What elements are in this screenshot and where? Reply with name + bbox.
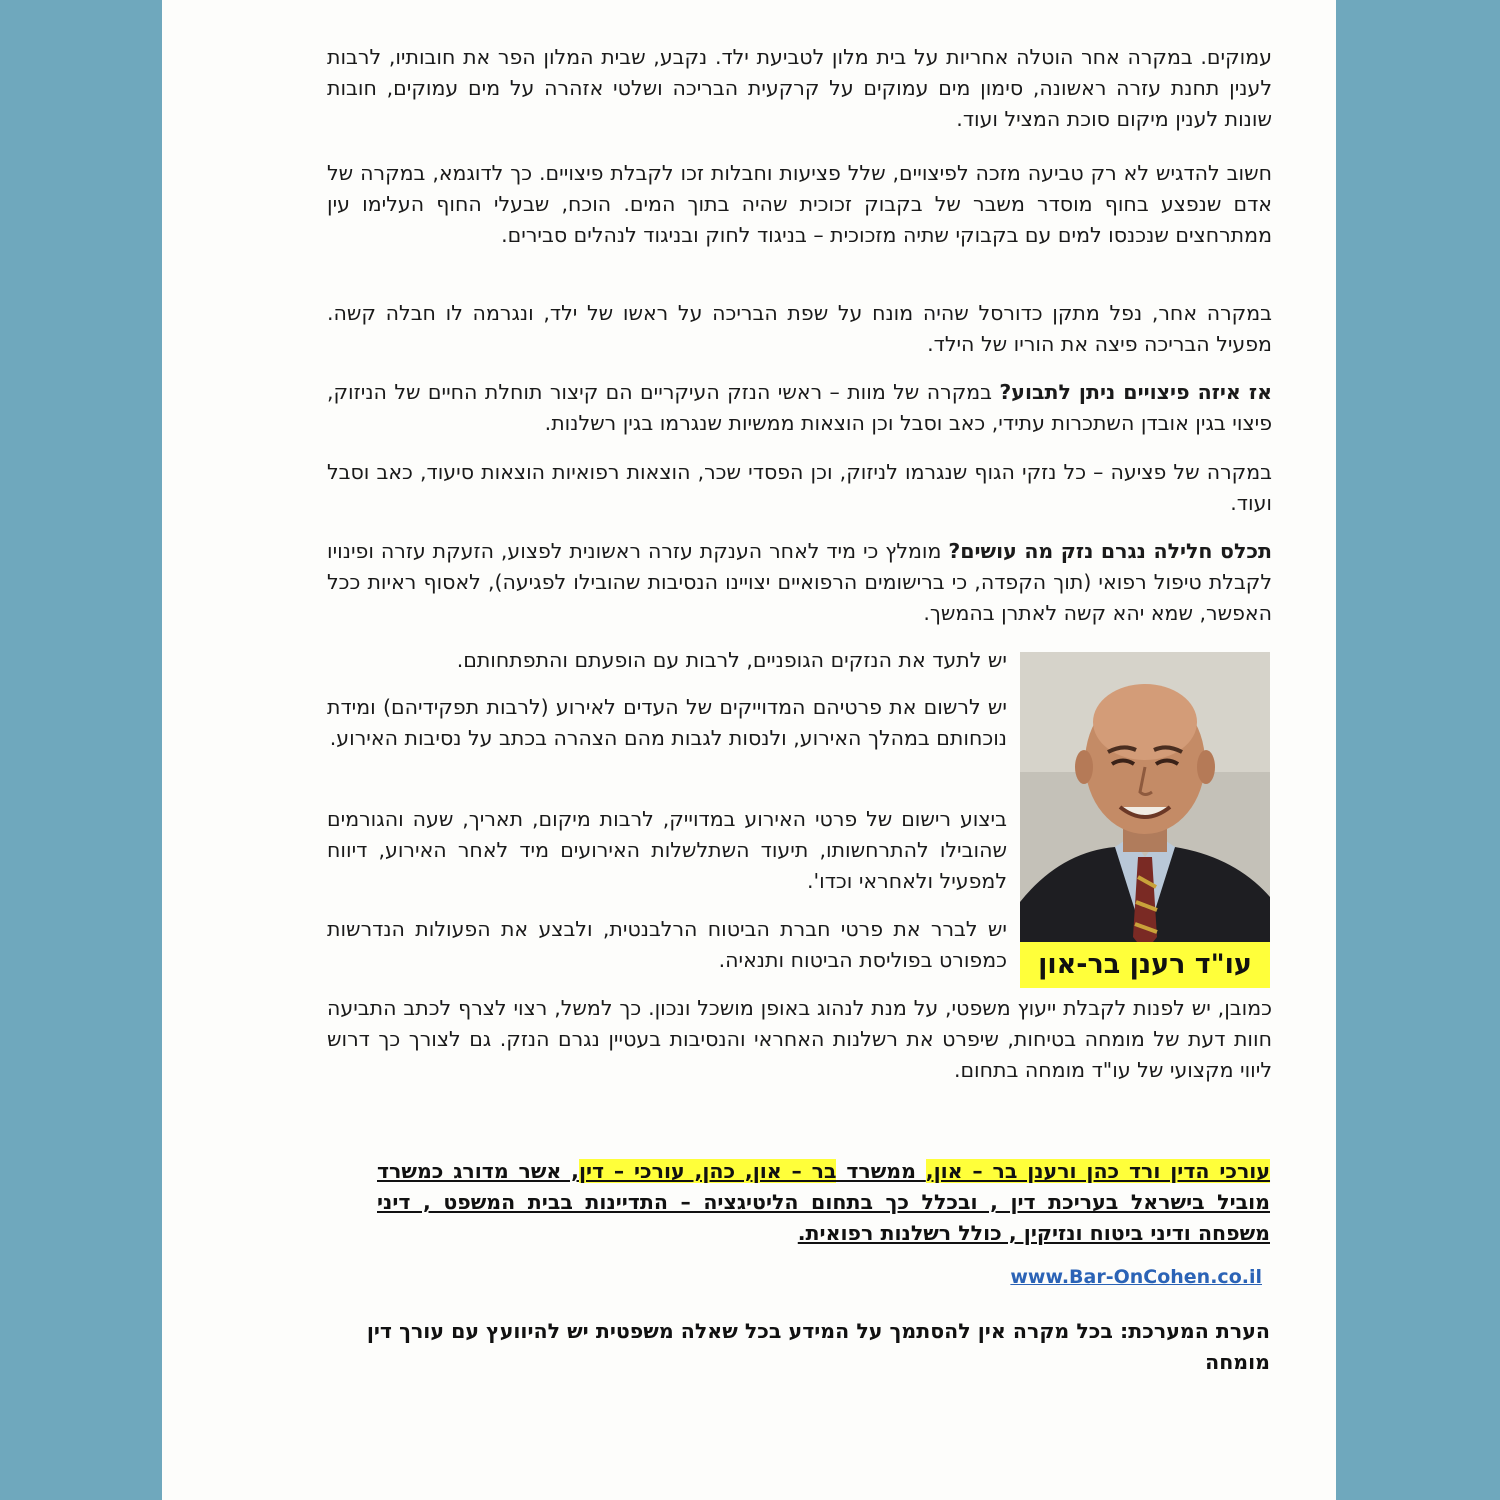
paragraph-witnesses: יש לרשום את פרטיהם המדוייקים של העדים לאירוע (לרבות תפקידיהם) ומידת נוכחותם במהלך האירוע, ולנסות לגבות מהם הצהרה בכתב על נסיבות האירוע. [327, 695, 1007, 750]
paragraph-legal-advice: כמובן, יש לפנות לקבלת ייעוץ משפטי, על מנת לנהוג באופן מושכל ונכון. כך למשל, רצוי לצרף לכתב התביעה חוות דעת של מומחה בטיחות, שיפרט את רשלנות האחראי והנסיבות בעטיין נגרם הנזק. גם לצורך כך דרוש ליווי מקצועי של עו"ד מומחה בתחום. [327, 996, 1272, 1082]
paragraph-record-details: ביצוע רישום של פרטי האירוע במדוייק, לרבות מיקום, תאריך, שעה והגורמים שהובילו להתרחשותו, תיעוד השתלשלות האירועים מיד לאחר האירוע, דיווח למפעיל ולאחראי וכדו'. [327, 807, 1007, 893]
paragraph-basketball: במקרה אחר, נפל מתקן כדורסל שהיה מונח על שפת הבריכה על ראשו של ילד, ונגרמה לו חבלה קשה. מפעיל הבריכה פיצה את הוריו של הילד. [327, 301, 1272, 356]
answer-compensation: במקרה של מוות – ראשי הנזק העיקריים הם קיצור תוחלת החיים של הניזוק, פיצוי בגין אובדן השתכרות עתידי, כאב וסבל וכן הוצאות ממשיות שנגרמו בגין רשלנות. [327, 380, 1272, 435]
portrait-photo-icon [1020, 652, 1270, 988]
firm-lawyers-highlight: עורכי הדין ורד כהן ורענן בר – און, [925, 1159, 1271, 1183]
paragraph-injuries: חשוב להדגיש לא רק טביעה מזכה לפיצויים, שלל פציעות וחבלות זכו לקבלת פיצויים. כך לדוגמא, במקרה של אדם שנפצע בחוף מוסדר משבר של בקבוק זכוכית שהיה בתוך המים. הוכח, שבעלי החוף העלימו עין ממתרחצים שנכנסו למים עם בקבוקי שתיה מזכוכית – בניגוד לחוק ובניגוד לנהלים סבירים. [327, 161, 1272, 247]
firm-website-link[interactable]: www.Bar-OnCohen.co.il [1010, 1266, 1262, 1288]
question-what-to-do: תכלס חלילה נגרם נזק מה עושים? [948, 539, 1273, 563]
paragraph-hotel: עמוקים. במקרה אחר הוטלה אחריות על בית מלון לטביעת ילד. נקבע, שבית המלון הפר את חובותיו, לרבות לענין תחנת עזרה ראשונה, סימון מים עמוקים על קרקעית הבריכה ושלטי אזהרה על מים עמוקים, חובות שונות לענין מיקום סוכת המציל ועוד. [327, 45, 1272, 131]
firm-name-highlight: בר – און, כהן, עורכי – דין [578, 1159, 837, 1183]
firm-from-office: ממשרד [836, 1159, 926, 1183]
answer-what-to-do: מומלץ כי מיד לאחר הענקת עזרה ראשונית לפצוע, הזעקת עזרה ופינויו לקבלת טיפול רפואי (תוך הקפדה, כי ברישומים הרפואיים יצויינו הנסיבות שהובילו לפגיעה), לאסוף ראיות ככל האפשר, שמא יהא קשה לאתרן בהמשך. [327, 539, 1272, 625]
firm-description-rest: , אשר מדורג כמשרד מוביל בישראל בעריכת דין , ובכלל כך בתחום הליטיגציה – התדיינות בבית המשפט , דיני משפחה ודיני ביטוח ונזיקין , כולל רשלנות רפואית. [377, 1159, 1270, 1245]
paragraph-compensation [327, 377, 1272, 439]
question-compensation: אז איזה פיצויים ניתן לתבוע? [999, 380, 1272, 404]
document-page [162, 0, 1336, 1500]
paragraph-what-to-do [327, 536, 1272, 629]
paragraph-injury-damages: במקרה של פציעה – כל נזקי הגוף שנגרמו לניזוק, וכן הפסדי שכר, הוצאות רפואיות הוצאות סיעוד, כאב וסבל ועוד. [327, 460, 1272, 515]
portrait-caption: עו"ד רענן בר-און [1020, 942, 1270, 988]
paragraph-document-injuries: יש לתעד את הנזקים הגופניים, לרבות עם הופעתם והתפתחותם. [456, 648, 1007, 672]
lawyer-portrait [1020, 652, 1270, 988]
paragraph-insurance: יש לברר את פרטי חברת הביטוח הרלבנטית, ולבצע את הפעולות הנדרשות כמפורט בפוליסת הביטוח ותנאיה. [327, 917, 1007, 972]
firm-description [377, 1156, 1270, 1249]
editorial-note: הערת המערכת: בכל מקרה אין להסתמך על המידע בכל שאלה משפטית יש להיוועץ עם עורך דין מומחה [366, 1319, 1270, 1374]
